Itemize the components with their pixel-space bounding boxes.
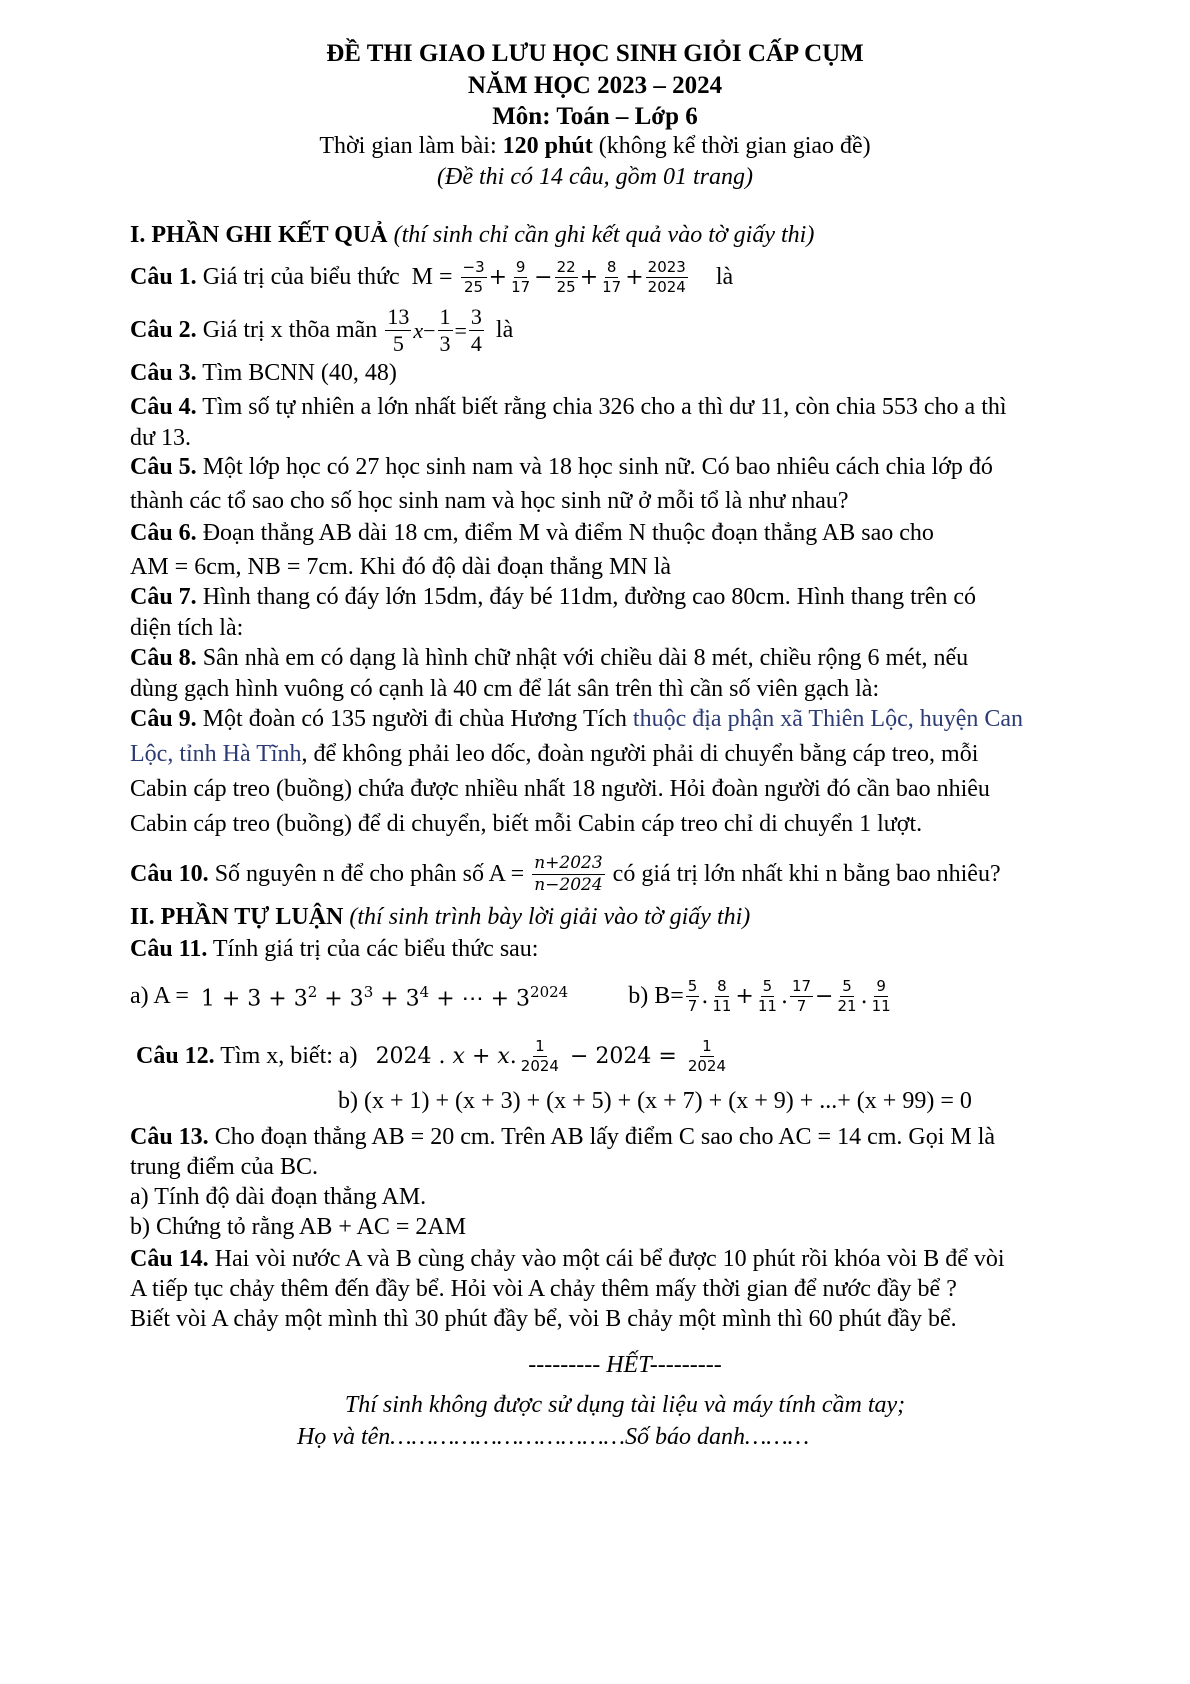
end-marker: --------- HẾT--------- (528, 1352, 722, 1378)
question-9: Câu 9. Một đoàn có 135 người đi chùa Hương Tích thuộc địa phận xã Thiên Lộc, huyện Can Lộc, tỉnh Hà Tĩnh, để không phải leo dốc, đoàn người phải di chuyển bằng cáp treo, mỗi Cabin cáp treo (buồng) chứa được nhiều nhất 18 người. Hỏi đoàn người đó cần bao nhiêu Cabin cáp treo (buồng) để di chuyển, biết mỗi Cabin cáp treo chỉ di chuyển 1 lượt. (130, 706, 1024, 837)
question-7: Câu 7. Hình thang có đáy lớn 15dm, đáy bé 11dm, đường cao 80cm. Hình thang trên có diện tích là: (130, 584, 977, 641)
question-5: Câu 5. Một lớp học có 27 học sinh nam và 18 học sinh nữ. Có bao nhiêu cách chia lớp đó thành các tổ sao cho số học sinh nam và học sinh nữ ở mỗi tổ là như nhau? (130, 454, 993, 514)
question-12b: b) (x + 1) + (x + 3) + (x + 5) + (x + 7) + (x + 9) + ...+ (x + 99) = 0 (338, 1088, 972, 1114)
question-13: Câu 13. Cho đoạn thẳng AB = 20 cm. Trên AB lấy điểm C sao cho AC = 14 cm. Gọi M là trung điểm của BC. a) Tính độ dài đoạn thẳng AM. b) Chứng tỏ rằng AB + AC = 2AM (130, 1124, 996, 1240)
question-11-parts: a) A = $1 + 3 + 3^2 + 3^3 + 3^4$ + ⋯ + $3^{2024}$ b) B= $\frac{5}{7}$ . 8 11 + $\frac{5}{11}$ . 17 7 − $\frac{5}{21}$ . 9 11 (130, 976, 891, 1015)
time-line: Thời gian làm bài: 120 phút (không kể thời gian giao đề) (319, 133, 871, 159)
question-14: Câu 14. Hai vòi nước A và B cùng chảy vào một cái bể được 10 phút rồi khóa vòi B để vòi A tiếp tục chảy thêm đến đầy bể. Hỏi vòi A chảy thêm mấy thời gian để nước đầy bể ? Biết vòi A chảy một mình thì 30 phút đầy bể, vòi B chảy một mình thì 60 phút đầy bể. (130, 1246, 1005, 1332)
section-1-heading: I. PHẦN GHI KẾT QUẢ (thí sinh chỉ cần ghi kết quả vào tờ giấy thi) (130, 222, 815, 248)
candidate-name-line: Họ và tên……………………………Số báo danh……… (296, 1424, 810, 1450)
question-8: Câu 8. Sân nhà em có dạng là hình chữ nhật với chiều dài 8 mét, chiều rộng 6 mét, nếu dùng gạch hình vuông có cạnh là 40 cm để lát sân trên thì cần số viên gạch là: (130, 645, 969, 702)
question-6: Câu 6. Đoạn thẳng AB dài 18 cm, điểm M và điểm N thuộc đoạn thẳng AB sao cho AM = 6cm, NB = 7cm. Khi đó độ dài đoạn thẳng MN là (130, 520, 934, 580)
question-1: Câu 1. Giá trị của biểu thức M = $\frac{-3}{25}$ + $\frac{9}{17}$ − $\frac{22}{25}$ + $\frac{8}{17}$ + $\frac{2023}{2024}$ là (130, 257, 734, 296)
subject: Môn: Toán – Lớp 6 (492, 103, 698, 130)
footer-note: Thí sinh không được sử dụng tài liệu và máy tính cầm tay; (344, 1392, 906, 1418)
school-year: NĂM HỌC 2023 – 2024 (467, 72, 723, 99)
exam-note: (Đề thi có 14 câu, gồm 01 trang) (437, 164, 753, 190)
question-11: Câu 11. Tính giá trị của các biểu thức sau: (130, 936, 539, 962)
exam-title: ĐỀ THI GIAO LƯU HỌC SINH GIỎI CẤP CỤM (326, 40, 864, 67)
question-4: Câu 4. Tìm số tự nhiên a lớn nhất biết rằng chia 326 cho a thì dư 11, còn chia 553 cho a thì dư 13. (130, 394, 1007, 451)
question-10: Câu 10. Số nguyên n để cho phân số A = $\frac{n+2023}{n-2024}$ có giá trị lớn nhất khi n bằng bao nhiêu? (130, 852, 1001, 895)
question-12: Câu 12. Tìm x, biết: a) 2024 . x + x. 1 2024 − 2024 = $\frac{1}{2024}$ (136, 1036, 726, 1075)
question-2: Câu 2. Giá trị x thõa mãn 13 5 x − $\frac{1}{3}$ = $\frac{3}{4}$ là (130, 303, 514, 356)
section-2-heading: II. PHẦN TỰ LUẬN (thí sinh trình bày lời giải vào tờ giấy thi) (130, 904, 751, 930)
question-3: Câu 3. Tìm BCNN (40, 48) (130, 360, 397, 386)
